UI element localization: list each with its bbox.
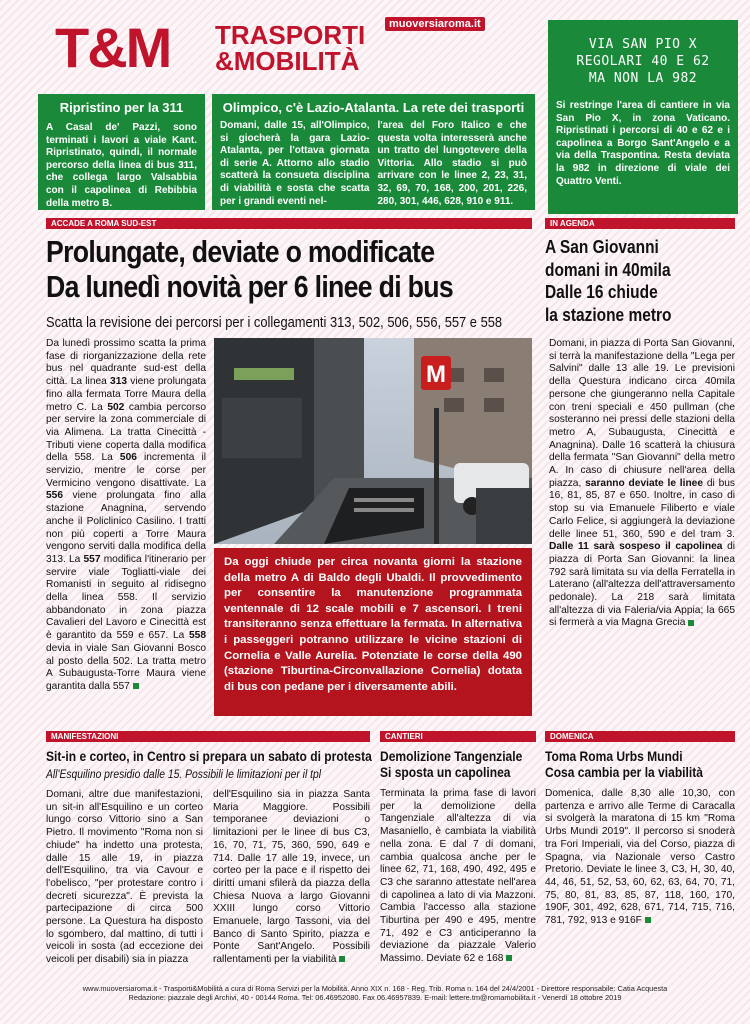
agenda-body-run: di piazza di Porta San Giovanni: la linea 792 sarà limitata su via della Ferratella in Laterano (all'altezza dell'attraversamento pedonale). La 218 sarà limitata all'altezza di via Faleria/via Appia; la 665 si fermerà a via Magna Grecia <box>549 541 736 629</box>
box-olimpico-col-2: l'area del Foro Italico e che questa volta interesserà anche un tratto del lungotevere della Vittoria. Allo stadio si può arrivare con le linee 2, 23, 31, 32, 69, 70, 168, 200, 201, 226, 280, 301, 446, 628, 910 e 911. <box>377 120 527 207</box>
red-highlight-box: Da oggi chiude per circa novanta giorni la stazione della metro A di Baldo degli Ubaldi. Il provvedimento per consentire la manutenzione programmata ventennale di 12 scale mobili e 7 ascensori. I treni transiteranno senza effettuare la fermata. In alternativa i passeggeri potranno utilizzare le vicine stazioni di Cornelia e Valle Aurelia. Potenziate le corse della 490 (stazione Tiburtina-Circonvallazione Cornelia) dotata di bus con pedane per i diversamente abili. <box>214 548 532 716</box>
box-311-text: A Casal de' Pazzi, sono terminati i lavori a viale Kant. Ripristinato, quindi, il normale percorso della linea di bus 311, che collega largo Valsabbia con il capolinea di Rebibbia della metro B. <box>46 122 197 209</box>
box-311-title: Ripristino per la 311 <box>59 100 184 115</box>
headline-line-2: Da lunedì novità per 6 linee di bus <box>46 269 454 304</box>
agenda-body-run: Domani, in piazza di Porta San Giovanni, si terrà la manifestazione della "Lega per Salvini" dalle 13 alle 19. Le previsioni della Questura indicano circa 40mila persone che giungeranno nella Capitale con treni speciali e 450 pullman (che sosteranno nei pressi delle stazioni della metro A, Subaugusta, Cinecittà e Anagnina). Dalle 16 scatterà la chiusura della fermata "San Giovanni" della metro A. In caso di chiusure nell'area della piazza, <box>549 338 735 489</box>
agenda-body-run: saranno deviate le linee <box>585 477 704 489</box>
main-body-run: incrementa il servizio, mentre le corse per Vermicino vengono disattivate. La <box>46 452 206 489</box>
main-body-run: 313 <box>110 376 128 388</box>
cantieri-headline-2: Si sposta un capolinea <box>380 764 511 780</box>
metro-station-photo <box>214 338 532 544</box>
teaser-line-2: REGOLARI 40 E 62 <box>576 54 710 69</box>
agenda-headline <box>545 236 717 326</box>
manif-col-1: Domani, altre due manifestazioni, un sit-in all'Esquilino e un corteo lungo corso Vittorio sino a San Pietro. Il movimento "Roma non si chiude" ha indetto una protesta, dalle 15 alle 19, in piazza dell'Esquilino, tra via Cavour e l'obelisco, "per protestare contro i decreti sicurezza". È prevista la partecipazione di circa 500 persone. La Questura ha disposto lo sgombero, dal mattino, di tutti i veicoli in sosta (ad eccezione dei veicoli per disabili) sia in piazza <box>46 789 203 966</box>
box-olimpico <box>212 94 535 210</box>
main-body-run: 557 <box>83 553 101 565</box>
end-square-icon <box>339 956 345 962</box>
cantieri-headline-1: Demolizione Tangenziale <box>380 748 523 764</box>
domenica-body <box>545 788 735 928</box>
cantieri-article <box>380 731 536 966</box>
main-body-run: modifica l'itinerario per servire viale Togliatti-viale dei Romanisti in seguito al ridisegno della linea 558. Il servizio abbandonato in zona piazza Cavalieri del Lavoro e Cinecittà est è garantito da 559 e 657. La <box>46 553 206 642</box>
metro-sign-letter: M <box>426 361 446 388</box>
domenica-article <box>545 731 735 928</box>
box-via-san-pio <box>548 96 738 214</box>
box-olimpico-columns <box>212 120 535 208</box>
main-body-run: Da lunedì prossimo scatta la prima fase di riorganizzazione della rete bus nel quadrante sud-est della città. La linea <box>46 338 206 388</box>
end-square-icon <box>645 917 651 923</box>
manif-col-2 <box>213 789 370 967</box>
agenda-headline-4: la stazione metro <box>545 304 672 325</box>
manifestazioni-article <box>46 731 370 967</box>
cantieri-kicker: CANTIERI <box>380 731 536 742</box>
agenda-body-run: Dalle 11 sarà sospeso il capolinea <box>549 541 723 553</box>
agenda-body <box>549 338 735 630</box>
manif-headline: Sit-in e corteo, in Centro si prepara un sabato di protesta <box>46 748 372 764</box>
main-headline <box>46 234 476 304</box>
main-body-run: 506 <box>119 452 137 464</box>
agenda-kicker: IN AGENDA <box>545 218 735 229</box>
main-subtitle: Scatta la revisione dei percorsi per i collegamenti 313, 502, 506, 556, 557 e 558 <box>46 314 503 331</box>
main-body-column <box>46 338 206 694</box>
main-body-run: devia in viale San Giovanni Bosco al posto della 502. La tratta metro A Subaugusta-Torre Maura viene garantita dalla 557 <box>46 642 206 692</box>
agenda-body-run: di bus 16, 81, 85, 87 e 650. Inoltre, in caso di stop su via Emanuele Filiberto e viale Carlo Felice, si aggiungerà la deviazione delle linee 51, 360, 590 e del tram 3. <box>549 477 736 540</box>
main-body-run: 558 <box>189 630 206 642</box>
photo-illustration <box>214 338 532 544</box>
main-kicker: ACCADE A ROMA SUD-EST <box>46 218 532 229</box>
teaser-line-3: MA NON LA 982 <box>588 71 698 86</box>
domenica-kicker: DOMENICA <box>545 731 735 742</box>
agenda-headline-3: Dalle 16 chiude <box>545 282 658 302</box>
main-body-run: cambia percorso per servire la zona commerciale di via Alimena. La tratta Cinecittà -Tributi viene coperta dalla modifica della 558. La <box>46 401 206 464</box>
manif-subtitle: All'Esquilino presidio dalle 15. Possibili le limitazioni per il tpl <box>46 767 322 781</box>
footer-line-2: Redazione: piazzale degli Archivi, 40 - 00144 Roma. Tel: 06.46952080. Fax 06.46957839. E-mail: lettere.tm@romamobilita.it - Venerdì 18 ottobre 2019 <box>128 993 622 1002</box>
logo-words <box>215 22 365 74</box>
domenica-headline-1: Toma Roma Urbs Mundi <box>545 748 683 764</box>
cantieri-body <box>380 788 536 966</box>
agenda-headline-1: A San Giovanni <box>545 237 659 257</box>
main-body-run: 556 <box>46 490 63 502</box>
domenica-body-text: Domenica, dalle 8,30 alle 10,30, con partenza e arrivo alle Terme di Caracalla si svolgerà la maratona di 15 km "Roma Urbs Mundi 2019". Il percorso si snoderà tra Fori Imperiali, via del Corso, piazza di Spagna, via Nazionale verso Castro Pretorio. Deviate le linee 3, C3, H, 30, 40, 44, 46, 51, 52, 53, 60, 62, 63, 64, 70, 71, 75, 80, 81, 83, 85, 87, 118, 160, 170, 190F, 301, 492, 628, 671, 714, 715, 716, 781, 792, 913 e 916F <box>545 788 735 927</box>
main-body-run: 502 <box>107 401 125 413</box>
box-via-text: Si restringe l'area di cantiere in via San Pio X, in zona Vaticano. Ripristinati i percorsi di 40 e 62 e i capolinea a Borgo Sant'Angelo e a via della Traspontina. Resta deviata la 982 in direzione di viale dei Quattro Venti. <box>556 100 730 187</box>
main-body-run: viene prolungata fino alla stazione Anagnina, servendo anche il Policlinico Casilino. I tratti non più coperti a Torre Maura vengono serviti dalla modifica della 313. La <box>46 490 206 565</box>
site-url-badge: muoversiaroma.it <box>385 17 485 31</box>
cantieri-body-text: Terminata la prima fase di lavori per la demolizione della Tangenziale all'altezza di via Masaniello, è cambiata la viabilità nella zona. E dal 7 di domani, cambia qualcosa anche per le linee 62, 71, 168, 490, 492, 495 e C3 che saranno attestate nell'area di capolinea a lato di via Mazzoni. Cambia l'accesso alla stazione Tiburtina per 490 e 495, mentre 71, 492 e C3 anticiperanno la deviazione da piazzale Valerio Massimo. Deviate 62 e 168 <box>380 788 536 965</box>
manif-kicker: MANIFESTAZIONI <box>46 731 370 742</box>
teaser-line-1: VIA SAN PIO X <box>588 37 698 52</box>
end-square-icon <box>133 683 139 689</box>
main-body-run: viene prolungata fino alla fermata Torre Maura della metro C. La <box>46 376 206 413</box>
end-square-icon <box>506 955 512 961</box>
footer <box>20 984 730 1002</box>
headline-line-1: Prolungate, deviate o modificate <box>46 234 435 269</box>
agenda-headline-2: domani in 40mila <box>545 259 671 280</box>
logo-line-2: &MOBILITÀ <box>215 46 360 76</box>
domenica-headline-2: Cosa cambia per la viabilità <box>545 764 703 780</box>
box-olimpico-title: Olimpico, c'è Lazio-Atalanta. La rete dei trasporti <box>222 100 525 115</box>
box-olimpico-col-1: Domani, dalle 15, all'Olimpico, si giocherà la gara Lazio-Atalanta, per l'ottava giornata di serie A. Attorno allo stadio scatterà la consueta disciplina di viabilità e sosta che scatta per i grandi eventi nel- <box>220 120 370 207</box>
manif-col-2-text: dell'Esquilino sia in piazza Santa Maria Maggiore. Possibili temporanee deviazioni o limitazioni per le linee di bus C3, 16, 70, 71, 75, 360, 590, 649 e 714. Dalle 17 alle 19, invece, un corteo per la pace e il rispetto dei diritti umani sfilerà da piazza della Chiesa Nuova a largo Giovanni XXIII lungo corso Vittorio Emanuele, largo Tassoni, via del Banco di Santo Spirito, piazza e Ponte Sant'Angelo. Possibili rallentamenti per la viabilità <box>213 789 370 966</box>
manif-columns <box>46 789 370 967</box>
footer-line-1: www.muoversiaroma.it - Trasporti&Mobilità a cura di Roma Servizi per la Mobilità. Anno XIX n. 168 - Reg. Trib. Roma n. 164 del 24/4/2001 - Direttore responsabile: Catia Acquesta <box>82 984 668 993</box>
top-right-teaser <box>548 20 738 96</box>
box-311 <box>38 94 205 210</box>
logo <box>55 18 375 88</box>
logo-line-1: TRASPORTI <box>215 20 366 50</box>
logo-mark: T&M <box>55 16 171 79</box>
end-square-icon <box>688 620 694 626</box>
